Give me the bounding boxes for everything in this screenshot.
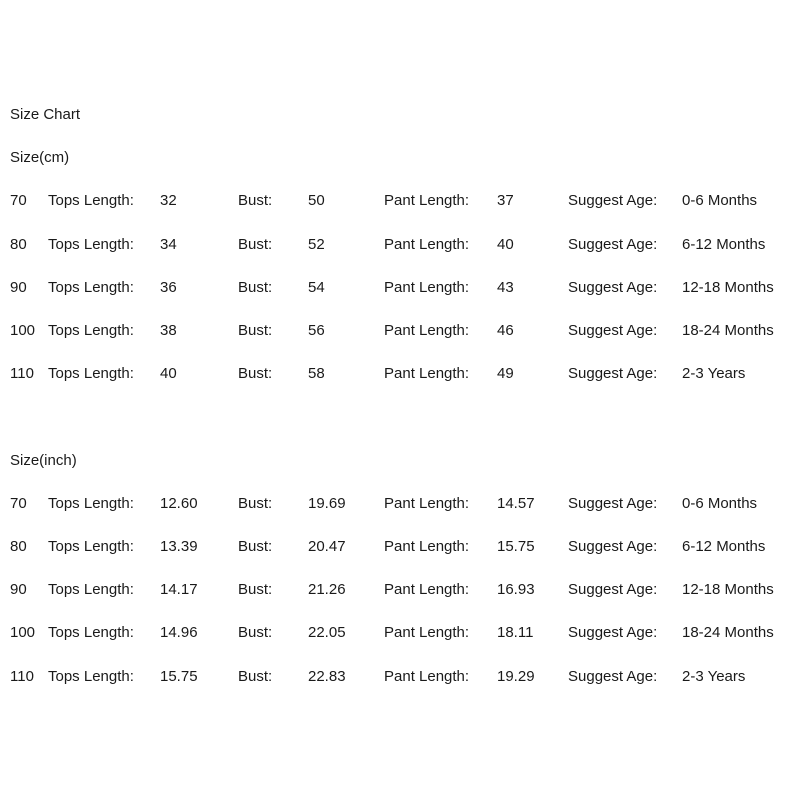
- tops-length-value: 40: [160, 365, 177, 383]
- bust-value: 20.47: [308, 537, 346, 555]
- bust-label: Bust:: [238, 494, 273, 512]
- pant-length-label: Pant Length:: [384, 365, 470, 383]
- pant-length-value: 43: [497, 278, 514, 296]
- tops-length-label: Tops Length:: [48, 581, 134, 599]
- pant-length-value: 14.57: [497, 494, 535, 512]
- size-value: 80: [10, 235, 27, 253]
- tops-length-label: Tops Length:: [48, 537, 134, 555]
- suggest-age-label: Suggest Age:: [568, 667, 658, 685]
- bust-label: Bust:: [238, 581, 273, 599]
- tops-length-value: 38: [160, 322, 177, 340]
- pant-length-label: Pant Length:: [384, 667, 470, 685]
- size-value: 90: [10, 278, 27, 296]
- pant-length-label: Pant Length:: [384, 278, 470, 296]
- bust-label: Bust:: [238, 365, 273, 383]
- tops-length-label: Tops Length:: [48, 494, 134, 512]
- suggest-age-value: 2-3 Years: [682, 667, 746, 685]
- bust-value: 22.83: [308, 667, 346, 685]
- size-row: [10, 568, 800, 611]
- suggest-age-label: Suggest Age:: [568, 235, 658, 253]
- tops-length-label: Tops Length:: [48, 278, 134, 296]
- tops-length-label: Tops Length:: [48, 322, 134, 340]
- pant-length-value: 40: [497, 235, 514, 253]
- suggest-age-label: Suggest Age:: [568, 624, 658, 642]
- pant-length-label: Pant Length:: [384, 624, 470, 642]
- bust-value: 56: [308, 322, 325, 340]
- suggest-age-value: 2-3 Years: [682, 365, 746, 383]
- bust-value: 52: [308, 235, 325, 253]
- bust-label: Bust:: [238, 278, 273, 296]
- size-section: [10, 439, 800, 698]
- pant-length-label: Pant Length:: [384, 494, 470, 512]
- tops-length-value: 34: [160, 235, 177, 253]
- suggest-age-label: Suggest Age:: [568, 192, 658, 210]
- size-value: 90: [10, 581, 27, 599]
- bust-value: 50: [308, 192, 325, 210]
- suggest-age-value: 18-24 Months: [682, 322, 774, 340]
- size-row: [10, 525, 800, 568]
- pant-length-value: 19.29: [497, 667, 535, 685]
- size-value: 110: [10, 667, 34, 685]
- pant-length-label: Pant Length:: [384, 322, 470, 340]
- pant-length-label: Pant Length:: [384, 581, 470, 599]
- size-row: [10, 482, 800, 525]
- tops-length-value: 12.60: [160, 494, 198, 512]
- tops-length-label: Tops Length:: [48, 192, 134, 210]
- tops-length-value: 14.17: [160, 581, 198, 599]
- size-value: 100: [10, 624, 36, 642]
- suggest-age-label: Suggest Age:: [568, 537, 658, 555]
- tops-length-label: Tops Length:: [48, 365, 134, 383]
- size-value: 100: [10, 322, 36, 340]
- size-row: [10, 223, 800, 266]
- size-row: [10, 654, 800, 697]
- suggest-age-value: 0-6 Months: [682, 494, 758, 512]
- tops-length-label: Tops Length:: [48, 624, 134, 642]
- pant-length-label: Pant Length:: [384, 235, 470, 253]
- size-value: 80: [10, 537, 27, 555]
- bust-label: Bust:: [238, 322, 273, 340]
- size-row: [10, 179, 800, 222]
- pant-length-label: Pant Length:: [384, 537, 470, 555]
- suggest-age-value: 12-18 Months: [682, 278, 774, 296]
- pant-length-value: 46: [497, 322, 514, 340]
- suggest-age-label: Suggest Age:: [568, 365, 658, 383]
- size-row: [10, 611, 800, 654]
- size-value: 70: [10, 192, 27, 210]
- bust-label: Bust:: [238, 537, 273, 555]
- bust-label: Bust:: [238, 235, 273, 253]
- pant-length-value: 16.93: [497, 581, 535, 599]
- tops-length-value: 36: [160, 278, 177, 296]
- suggest-age-value: 6-12 Months: [682, 537, 766, 555]
- tops-length-label: Tops Length:: [48, 667, 134, 685]
- section-heading: Size(cm): [10, 149, 70, 167]
- size-value: 110: [10, 365, 34, 383]
- pant-length-value: 15.75: [497, 537, 535, 555]
- pant-length-value: 18.11: [497, 624, 534, 642]
- bust-value: 19.69: [308, 494, 346, 512]
- suggest-age-label: Suggest Age:: [568, 278, 658, 296]
- tops-length-value: 13.39: [160, 537, 198, 555]
- page-title: Size Chart: [10, 106, 81, 124]
- bust-value: 58: [308, 365, 325, 383]
- tops-length-value: 15.75: [160, 667, 198, 685]
- tops-length-label: Tops Length:: [48, 235, 134, 253]
- tops-length-value: 32: [160, 192, 177, 210]
- bust-label: Bust:: [238, 192, 273, 210]
- pant-length-value: 37: [497, 192, 514, 210]
- bust-value: 22.05: [308, 624, 346, 642]
- bust-label: Bust:: [238, 667, 273, 685]
- bust-value: 21.26: [308, 581, 346, 599]
- size-value: 70: [10, 494, 27, 512]
- suggest-age-value: 0-6 Months: [682, 192, 758, 210]
- suggest-age-label: Suggest Age:: [568, 581, 658, 599]
- bust-label: Bust:: [238, 624, 273, 642]
- suggest-age-label: Suggest Age:: [568, 322, 658, 340]
- size-sections: [10, 136, 800, 697]
- suggest-age-value: 6-12 Months: [682, 235, 766, 253]
- section-heading: Size(inch): [10, 451, 77, 469]
- suggest-age-value: 12-18 Months: [682, 581, 774, 599]
- bust-value: 54: [308, 278, 325, 296]
- size-chart-page: [10, 93, 800, 698]
- tops-length-value: 14.96: [160, 624, 198, 642]
- size-section: [10, 136, 800, 395]
- suggest-age-value: 18-24 Months: [682, 624, 774, 642]
- suggest-age-label: Suggest Age:: [568, 494, 658, 512]
- size-row: [10, 309, 800, 352]
- pant-length-label: Pant Length:: [384, 192, 470, 210]
- size-row: [10, 266, 800, 309]
- pant-length-value: 49: [497, 365, 514, 383]
- size-row: [10, 352, 800, 395]
